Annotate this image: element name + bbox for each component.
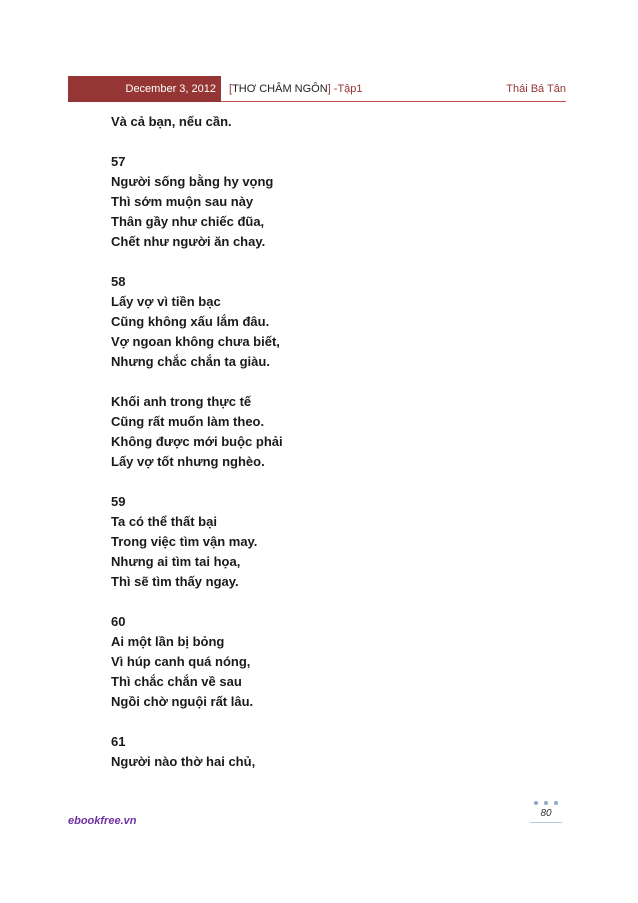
stanza-gap — [111, 472, 551, 492]
poem-line: Vợ ngoan không chưa biết, — [111, 334, 280, 349]
stanza-gap — [111, 372, 551, 392]
poem-line: Không được mới buộc phải — [111, 434, 283, 449]
poem-line: Thì sớm muộn sau này — [111, 194, 254, 209]
poem-line: Ai một lần bị bỏng — [111, 634, 225, 649]
stanza-gap — [111, 712, 551, 732]
header-title-suffix: -Tập1 — [330, 83, 363, 95]
stanza-gap — [111, 252, 551, 272]
stanza-gap — [111, 132, 551, 152]
stanza-number: 60 — [111, 614, 126, 629]
poem-line: Ta có thể thất bại — [111, 514, 217, 529]
page-number: 80 — [540, 808, 552, 819]
poem-line: Thì sẽ tìm thấy ngay. — [111, 574, 239, 589]
poem-line: Lấy vợ vì tiền bạc — [111, 294, 221, 309]
poem-line: Người sống bằng hy vọng — [111, 174, 274, 189]
page-header — [68, 76, 566, 102]
poem-body — [111, 112, 551, 772]
stanza-number: 59 — [111, 494, 126, 509]
poem-line: Nhưng chắc chắn ta giàu. — [111, 354, 270, 369]
header-title — [229, 76, 363, 102]
page-number-rule — [530, 822, 562, 823]
footer-site-link[interactable]: ebookfree.vn — [68, 815, 137, 827]
poem-line: Chết như người ăn chay. — [111, 234, 266, 249]
poem-line: Trong việc tìm vận may. — [111, 534, 258, 549]
footer-dot — [544, 801, 548, 805]
poem-line: Nhưng ai tìm tai họa, — [111, 554, 241, 569]
stanza-number: 57 — [111, 154, 126, 169]
header-rule — [221, 101, 566, 102]
footer-dot — [534, 801, 538, 805]
poem-line: Cũng không xấu lắm đâu. — [111, 314, 270, 329]
poem-line: Lấy vợ tốt nhưng nghèo. — [111, 454, 265, 469]
stanza-gap — [111, 592, 551, 612]
poem-line: Vì húp canh quá nóng, — [111, 654, 251, 669]
poem-line: Ngồi chờ nguội rất lâu. — [111, 694, 254, 709]
header-title-close-bracket: ] — [327, 83, 331, 95]
footer-dot — [554, 801, 558, 805]
header-title-main: THƠ CHÂM NGÔN — [232, 83, 328, 95]
poem-line: Thân gầy như chiếc đũa, — [111, 214, 265, 229]
stanza-number: 58 — [111, 274, 126, 289]
poem-line: Người nào thờ hai chủ, — [111, 754, 256, 769]
header-date: December 3, 2012 — [68, 76, 221, 102]
stanza-number: 61 — [111, 734, 126, 749]
poem-line: Thì chắc chắn về sau — [111, 674, 242, 689]
poem-line: Khối anh trong thực tế — [111, 394, 252, 409]
poem-intro-line: Và cả bạn, nếu cần. — [111, 114, 232, 129]
header-author: Thái Bá Tân — [506, 83, 566, 95]
header-title-open-bracket: [ — [229, 83, 233, 95]
poem-line: Cũng rất muốn làm theo. — [111, 414, 265, 429]
